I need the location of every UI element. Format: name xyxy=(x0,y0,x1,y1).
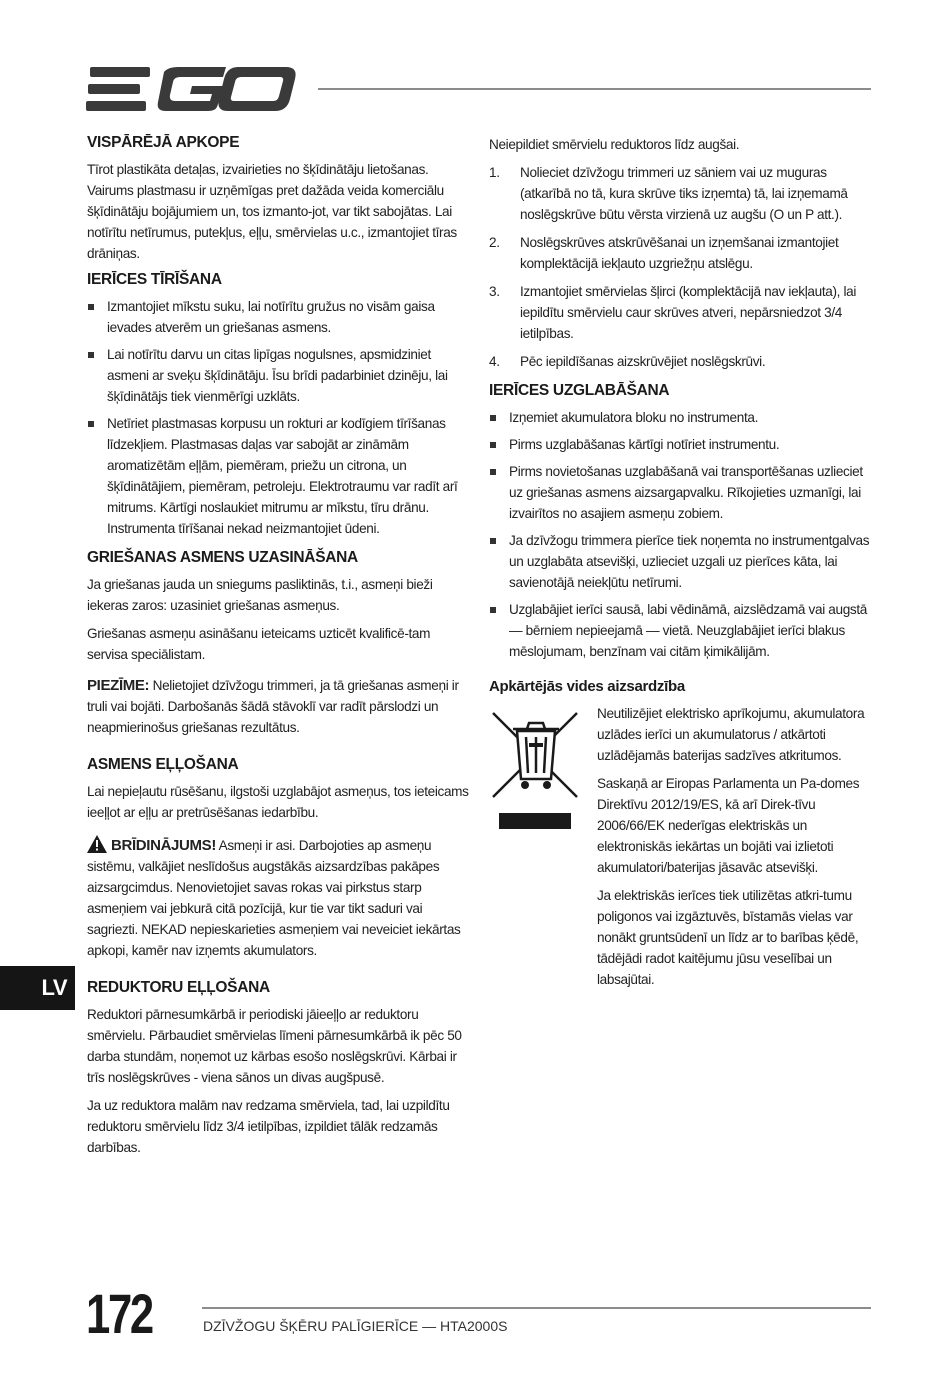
gear-oiling-text-2: Ja uz reduktora malām nav redzama smērviela, tad, lai uzpildītu reduktoru smērvielu līdz 3/4 ietilpības, izpildiet tālāk redzamās darbības. xyxy=(87,1098,450,1155)
storage-title: IERĪCES UZGLABĀŠANA xyxy=(489,382,670,399)
list-item: Izņemiet akumulatora bloku no instrumenta. xyxy=(489,407,873,428)
cleaning-list xyxy=(87,296,469,539)
gear-intro-text: Neiepildiet smērvielu reduktoros līdz augšai. xyxy=(489,137,740,152)
gear-oiling-text-1: Reduktori pārnesumkārbā ir periodiski jāieeļļo ar reduktoru smērvielu. Pārbaudiet smērvielas līmeni pārnesumkārbā ik pēc 50 darba stundām, noņemot uz kārbas esošo noslēgskrūvi. Kārbai ir trīs noslēgskrūves - viena sānos un divas augšpusē. xyxy=(87,1007,462,1085)
right-column xyxy=(489,134,873,997)
storage-list xyxy=(489,407,873,662)
step-number: 2. xyxy=(489,235,500,250)
list-item: Uzglabājiet ierīci sausā, labi vēdināmā, aizslēdzamā vai augstā — bērniem nepieejamā — vietā. Neuzglabājiet ierīci blakus mēslojumam, benzīnam vai citām ķimikālijām. xyxy=(489,599,873,662)
list-item xyxy=(489,162,873,225)
step-number: 3. xyxy=(489,284,500,299)
list-item xyxy=(489,232,873,274)
list-item: Netīriet plastmasas korpusu un rokturi ar kodīgiem tīrīšanas līdzekļiem. Plastmasas daļas var sabojāt ar zināmām aromatizētām eļļām, piemēram, priežu un citrona, un šķīdinātājiem, piemēram, petroleju. Elektrotraumu var radīt arī mitrums. Kārtīgi noslaukiet mitrumu ar mīkstu, tīru drānu. Instrumenta tīrīšanai nekad neizmantojiet ūdeni. xyxy=(87,413,469,539)
sharpening-text-2: Griešanas asmeņu asināšanu ieteicams uzticēt kvalificē-tam servisa speciālistam. xyxy=(87,626,431,662)
crossed-bin-icon xyxy=(489,709,581,837)
note-paragraph xyxy=(87,675,469,738)
footer-title: DZĪVŽOGU ŠĶĒRU PALĪGIERĪCE — HTA2000S xyxy=(203,1318,508,1334)
warning-triangle-icon xyxy=(87,835,107,853)
step-text: Nolieciet dzīvžogu trimmeri uz sāniem vai uz muguras (atkarībā no tā, kura skrūve tiks izņemta) tā, lai izņemamā noslēgskrūve būtu vērsta virzienā uz augšu (O un P att.). xyxy=(520,165,848,222)
list-item xyxy=(489,351,873,372)
language-tab: LV xyxy=(0,966,75,1010)
footer-rule xyxy=(202,1307,871,1309)
gear-steps-list xyxy=(489,162,873,372)
step-number: 4. xyxy=(489,354,500,369)
sharpening-title: GRIEŠANAS ASMENS UZASINĀŠANA xyxy=(87,549,358,566)
environment-text-3: Ja elektriskās ierīces tiek utilizētas atkri-tumu poligonos vai izgāztuvēs, bīstamās vielas var nonākt gruntsūdenī un līdz ar to barības ķēdē, tādējādi radot kaitējumu jūsu veselībai un labsajūtai. xyxy=(597,888,859,987)
list-item: Pirms novietošanas uzglabāšanā vai transportēšanas uzlieciet uz griešanas asmens aizsargapvalku. Rīkojieties uzmanīgi, lai izvairītos no asajiem asmeņu zobiem. xyxy=(489,461,873,524)
environment-section xyxy=(489,703,873,990)
list-item: Izmantojiet mīkstu suku, lai notīrītu gružus no visām gaisa ievades atverēm un griešanas asmens. xyxy=(87,296,469,338)
environment-title: Apkārtējās vides aizsardzība xyxy=(489,678,685,695)
ego-logo xyxy=(86,64,298,114)
step-number: 1. xyxy=(489,165,500,180)
warning-label: BRĪDINĀJUMS! xyxy=(111,837,216,854)
blade-oiling-title: ASMENS EĻĻOŠANA xyxy=(87,756,239,773)
general-maintenance-title: VISPĀRĒJĀ APKOPE xyxy=(87,134,240,151)
environment-text-1: Neutilizējiet elektrisko aprīkojumu, akumulatora uzlādes ierīci un akumulatorus / atkārtoti uzlādējamās baterijas sadzīves atkritumos. xyxy=(597,706,865,763)
step-text: Noslēgskrūves atskrūvēšanai un izņemšanai izmantojiet komplektācijā iekļauto uzgriežņu atslēgu. xyxy=(520,235,839,271)
left-column xyxy=(87,134,469,1165)
sharpening-text-1: Ja griešanas jauda un sniegums pasliktinās, t.i., asmeņi bieži iekeras zaros: uzasiniet griešanas asmeņus. xyxy=(87,577,433,613)
warning-text: Asmeņi ir asi. Darbojoties ap asmeņu sistēmu, valkājiet neslīdošus augstākās aizsardzības pakāpes aizsargcimdus. Nenovietojiet savas rokas vai pirkstus starp asmeņiem vai jebkurā citā pozīcijā, kur tie var tikt saduri vai sagriezti. NEKAD nepieskarieties asmeņiem vai neveiciet iekārtas apkopi, kamēr nav izņemts akumulators. xyxy=(87,838,461,958)
list-item: Pirms uzglabāšanas kārtīgi notīriet instrumentu. xyxy=(489,434,873,455)
step-text: Izmantojiet smērvielas šļirci (komplektācijā nav iekļauta), lai iepildītu smērvielu caur skrūves atveri, nepārsniedzot 3/4 ietilpības. xyxy=(520,284,857,341)
header-rule xyxy=(318,88,871,90)
gear-oiling-title: REDUKTORU EĻĻOŠANA xyxy=(87,979,270,996)
step-text: Pēc iepildīšanas aizskrūvējiet noslēgskrūvi. xyxy=(520,354,766,369)
environment-text-2: Saskaņā ar Eiropas Parlamenta un Pa-domes Direktīvu 2012/19/ES, kā arī Direk-tīvu 2006/66/EK nederīgas elektriskās un elektroniskās iekārtas un bojāti vai izlietoti akumulatori/baterijas jāsavāc atsevišķi. xyxy=(597,776,860,875)
list-item: Ja dzīvžogu trimmera pierīce tiek noņemta no instrumentgalvas un uzglabāta atsevišķi, uzlieciet uzgali uz pierīces kāta, lai savienotājā neiekļūtu netīrumi. xyxy=(489,530,873,593)
list-item xyxy=(489,281,873,344)
page-number: 172 xyxy=(86,1282,152,1345)
note-label: PIEZĪME: xyxy=(87,677,150,694)
list-item: Lai notīrītu darvu un citas lipīgas nogulsnes, apsmidziniet asmeni ar sveķu šķīdinātāju. Īsu brīdi padarbiniet dzinēju, lai šķīdinātājs tiek vienmērīgi uzklāts. xyxy=(87,344,469,407)
general-maintenance-text: Tīrot plastikāta detaļas, izvairieties no šķīdinātāju lietošanas. Vairums plastmasu ir uzņēmīgas pret dažāda veida komerciālu šķīdinātāju bojājumiem un, tos izmanto-jot, var tikt sabojātas. Lai notīrītu netīrumus, putekļus, eļļu, smērvielas u.c., izmantojiet tīras drāniņas. xyxy=(87,162,457,261)
blade-oiling-text: Lai nepieļautu rūsēšanu, ilgstoši uzglabājot asmeņus, tos ieteicams ieeļļot ar eļļu ar pretrūsēšanas iedarbību. xyxy=(87,784,469,820)
warning-paragraph xyxy=(87,835,469,961)
note-text: Nelietojiet dzīvžogu trimmeri, ja tā griešanas asmeņi ir truli vai bojāti. Darbošanās šādā stāvoklī var radīt pārslodzi un neapmierinošus griešanas rezultātus. xyxy=(87,678,459,735)
device-cleaning-title: IERĪCES TĪRĪŠANA xyxy=(87,271,222,288)
